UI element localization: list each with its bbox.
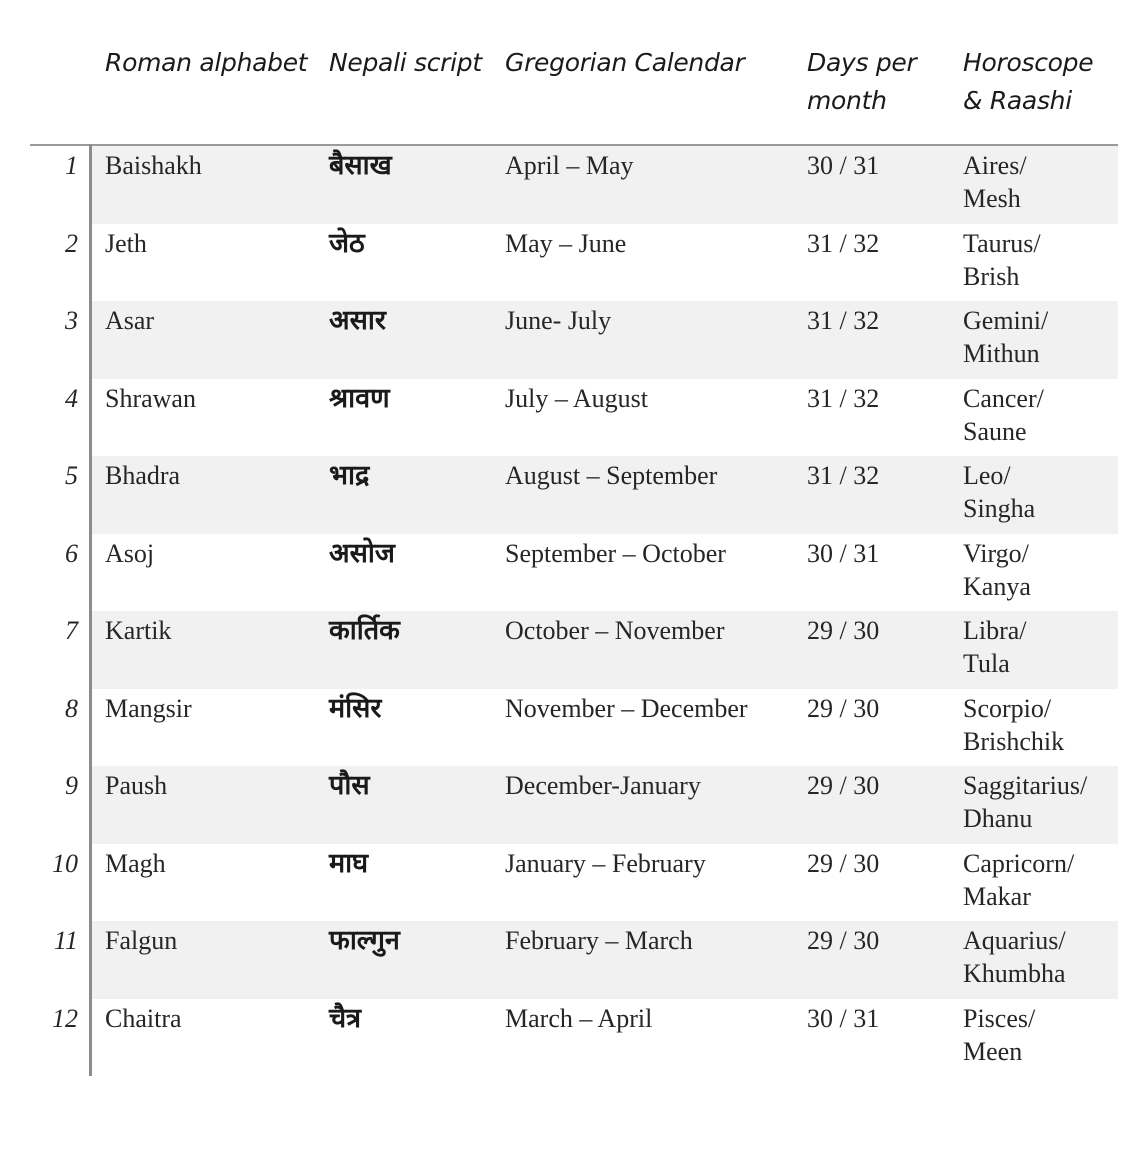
month-gregorian: December-January xyxy=(505,771,701,800)
raashi-name: Mithun xyxy=(963,339,1040,368)
raashi-name: Saune xyxy=(963,416,1027,446)
row-number: 3 xyxy=(65,306,78,335)
raashi-name: Singha xyxy=(963,494,1036,523)
month-roman: Kartik xyxy=(105,616,172,645)
header-horoscope-raashi xyxy=(963,44,1133,120)
days-per-month: 31 / 32 xyxy=(807,228,880,258)
row-number: 4 xyxy=(65,383,78,413)
month-roman: Mangsir xyxy=(105,693,192,723)
month-nepali: पौस xyxy=(329,770,370,801)
table-row xyxy=(0,766,1146,844)
month-gregorian: January – February xyxy=(505,848,706,878)
horoscope-name: Leo/ xyxy=(963,461,1011,490)
month-roman: Paush xyxy=(105,771,168,800)
raashi-name: Makar xyxy=(963,881,1031,911)
raashi-name: Brish xyxy=(963,261,1020,291)
row-number: 8 xyxy=(65,693,78,723)
horoscope-name: Gemini/ xyxy=(963,306,1049,335)
raashi-name: Meen xyxy=(963,1036,1023,1066)
month-roman: Baishakh xyxy=(105,151,202,180)
horoscope-name: Saggitarius/ xyxy=(963,771,1088,800)
row-number: 2 xyxy=(65,228,78,258)
table-row xyxy=(0,921,1146,999)
header-days-per-month xyxy=(807,44,947,120)
horoscope-raashi xyxy=(963,382,1143,448)
table-body xyxy=(0,146,1146,1076)
raashi-name: Brishchik xyxy=(963,726,1065,756)
days-per-month: 29 / 30 xyxy=(807,848,880,878)
month-gregorian: April – May xyxy=(505,151,634,180)
horoscope-raashi xyxy=(963,459,1143,525)
horoscope-raashi xyxy=(963,924,1143,990)
month-roman: Chaitra xyxy=(105,1003,182,1033)
days-per-month: 30 / 31 xyxy=(807,151,880,180)
row-number: 9 xyxy=(65,771,78,800)
horoscope-name: Capricorn/ xyxy=(963,848,1075,878)
raashi-name: Mesh xyxy=(963,184,1021,213)
horoscope-raashi xyxy=(963,769,1143,835)
table-row xyxy=(0,534,1146,612)
row-number: 6 xyxy=(65,538,78,568)
month-roman: Bhadra xyxy=(105,461,181,490)
month-nepali: असोज xyxy=(329,537,395,569)
header-days-line2: month xyxy=(807,86,887,115)
horoscope-raashi xyxy=(963,149,1143,215)
month-gregorian: May – June xyxy=(505,228,627,258)
horoscope-name: Aquarius/ xyxy=(963,926,1066,955)
month-gregorian: October – November xyxy=(505,616,725,645)
days-per-month: 31 / 32 xyxy=(807,461,880,490)
month-nepali: चैत्र xyxy=(329,1002,362,1034)
month-roman: Falgun xyxy=(105,926,178,955)
days-per-month: 29 / 30 xyxy=(807,693,880,723)
horoscope-name: Pisces/ xyxy=(963,1003,1036,1033)
header-horoscope-line2: & Raashi xyxy=(963,86,1072,115)
horoscope-name: Libra/ xyxy=(963,616,1027,645)
days-per-month: 29 / 30 xyxy=(807,771,880,800)
horoscope-raashi xyxy=(963,1002,1143,1068)
month-nepali: श्रावण xyxy=(329,382,390,414)
month-roman: Shrawan xyxy=(105,383,196,413)
days-per-month: 31 / 32 xyxy=(807,306,880,335)
month-roman: Jeth xyxy=(105,228,147,258)
month-gregorian: August – September xyxy=(505,461,718,490)
month-gregorian: July – August xyxy=(505,383,649,413)
table-row xyxy=(0,379,1146,457)
horoscope-name: Taurus/ xyxy=(963,228,1041,258)
raashi-name: Dhanu xyxy=(963,804,1033,833)
days-per-month: 30 / 31 xyxy=(807,538,880,568)
row-number-divider xyxy=(89,144,92,1076)
horoscope-name: Virgo/ xyxy=(963,538,1029,568)
raashi-name: Tula xyxy=(963,649,1010,678)
row-number: 1 xyxy=(65,151,78,180)
days-per-month: 29 / 30 xyxy=(807,926,880,955)
horoscope-raashi xyxy=(963,537,1143,603)
table-row xyxy=(0,301,1146,379)
month-nepali: मंसिर xyxy=(329,692,382,724)
horoscope-name: Cancer/ xyxy=(963,383,1044,413)
horoscope-raashi xyxy=(963,692,1143,758)
month-gregorian: September – October xyxy=(505,538,726,568)
month-nepali: भाद्र xyxy=(329,460,370,491)
month-gregorian: March – April xyxy=(505,1003,653,1033)
row-number: 11 xyxy=(53,926,78,955)
header-gregorian-calendar: Gregorian Calendar xyxy=(505,48,745,77)
row-number: 7 xyxy=(65,616,78,645)
table-row xyxy=(0,999,1146,1077)
days-per-month: 31 / 32 xyxy=(807,383,880,413)
table-row xyxy=(0,689,1146,767)
table-row xyxy=(0,611,1146,689)
table-row xyxy=(0,224,1146,302)
row-number: 12 xyxy=(52,1003,78,1033)
row-number: 5 xyxy=(65,461,78,490)
header-nepali-script: Nepali script xyxy=(329,48,482,77)
table-row xyxy=(0,456,1146,534)
days-per-month: 29 / 30 xyxy=(807,616,880,645)
table-row xyxy=(0,844,1146,922)
month-nepali: माघ xyxy=(329,847,369,879)
header-horoscope-line1: Horoscope xyxy=(963,48,1094,77)
horoscope-raashi xyxy=(963,227,1143,293)
month-nepali: जेठ xyxy=(329,227,365,259)
month-nepali: असार xyxy=(329,305,386,336)
month-roman: Asar xyxy=(105,306,155,335)
raashi-name: Kanya xyxy=(963,571,1031,601)
month-nepali: बैसाख xyxy=(329,150,392,181)
horoscope-raashi xyxy=(963,304,1143,370)
month-roman: Asoj xyxy=(105,538,155,568)
horoscope-raashi xyxy=(963,847,1143,913)
month-nepali: फाल्गुन xyxy=(329,925,400,956)
horoscope-name: Scorpio/ xyxy=(963,693,1052,723)
month-gregorian: June- July xyxy=(505,306,612,335)
month-roman: Magh xyxy=(105,848,166,878)
horoscope-raashi xyxy=(963,614,1143,680)
days-per-month: 30 / 31 xyxy=(807,1003,880,1033)
horoscope-name: Aires/ xyxy=(963,151,1027,180)
header-roman-alphabet: Roman alphabet xyxy=(105,48,308,77)
month-gregorian: February – March xyxy=(505,926,693,955)
month-nepali: कार्तिक xyxy=(329,615,400,646)
header-days-line1: Days per xyxy=(807,48,917,77)
table-row xyxy=(0,146,1146,224)
raashi-name: Khumbha xyxy=(963,959,1066,988)
month-gregorian: November – December xyxy=(505,693,748,723)
row-number: 10 xyxy=(52,848,78,878)
